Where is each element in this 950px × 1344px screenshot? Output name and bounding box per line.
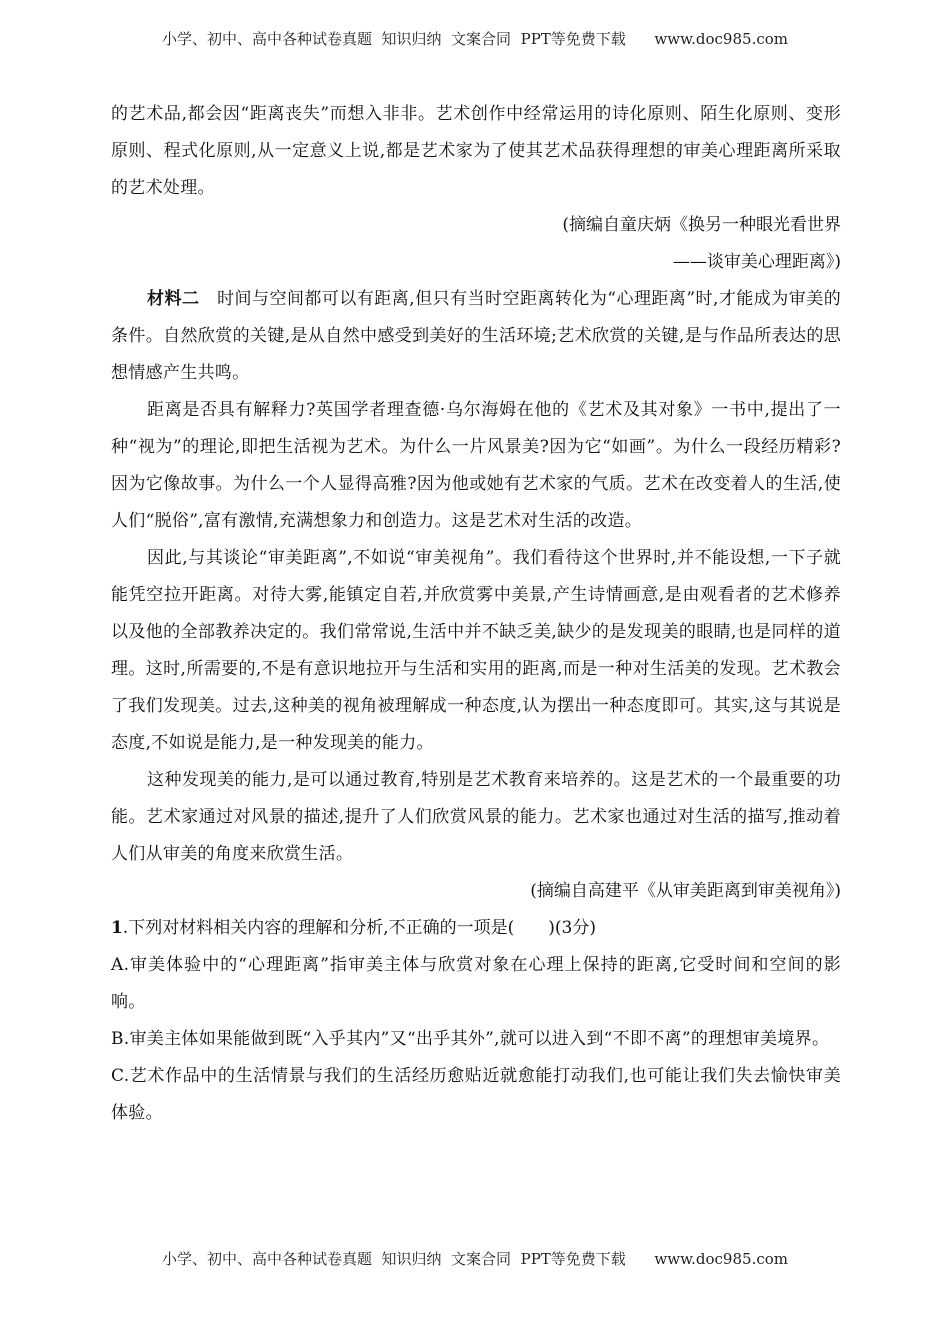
material-two-source: (摘编自高建平《从审美距离到审美视角》) [530, 881, 841, 901]
question-number: 1 [111, 918, 123, 938]
material-two-paragraph-1 [111, 281, 841, 392]
material-two-label: 材料二 [147, 289, 200, 309]
question-option-c: C.艺术作品中的生活情景与我们的生活经历愈贴近就愈能打动我们,也可能让我们失去愉快审美体验。 [111, 1066, 841, 1123]
document-body [111, 96, 841, 1132]
question-1-stem [111, 910, 841, 947]
material-two-paragraph-1-text: 时间与空间都可以有距离,但只有当时空距离转化为“心理距离”时,才能成为审美的条件。自然欣赏的关键,是从自然中感受到美好的生活环境;艺术欣赏的关键,是与作品所表达的思想情感产生共鸣。 [111, 289, 841, 383]
material-one-tail: 的艺术品,都会因“距离丧失”而想入非非。艺术创作中经常运用的诗化原则、陌生化原则、变形原则、程式化原则,从一定意义上说,都是艺术家为了使其艺术品获得理想的审美心理距离所采取的艺术处理。 [111, 104, 841, 198]
material-two-paragraph-2: 距离是否具有解释力?英国学者理查德·乌尔海姆在他的《艺术及其对象》一书中,提出了一种“视为”的理论,即把生活视为艺术。为什么一片风景美?因为它“如画”。为什么一段经历精彩?因为它像故事。为什么一个人显得高雅?因为他或她有艺术家的气质。艺术在改变着人的生活,使人们“脱俗”,富有激情,充满想象力和创造力。这是艺术对生活的改造。 [111, 400, 841, 531]
material-one-source-line2: ——谈审美心理距离》) [672, 252, 841, 272]
question-stem-text: .下列对材料相关内容的理解和分析,不正确的一项是( )(3分) [122, 918, 596, 938]
material-one-source-line1: (摘编自童庆炳《换另一种眼光看世界 [562, 215, 841, 235]
question-option-b: B.审美主体如果能做到既“入乎其内”又“出乎其外”,就可以进入到“不即不离”的理想审美境界。 [111, 1029, 830, 1049]
material-two-paragraph-3: 因此,与其谈论“审美距离”,不如说“审美视角”。我们看待这个世界时,并不能设想,一下子就能凭空拉开距离。对待大雾,能镇定自若,并欣赏雾中美景,产生诗情画意,是由观看者的艺术修养以及他的全部教养决定的。我们常常说,生活中并不缺乏美,缺少的是发现美的眼睛,也是同样的道理。这时,所需要的,不是有意识地拉开与生活和实用的距离,而是一种对生活美的发现。艺术教会了我们发现美。过去,这种美的视角被理解成一种态度,认为摆出一种态度即可。其实,这与其说是态度,不如说是能力,是一种发现美的能力。 [111, 548, 841, 753]
page-footer: 小学、初中、高中各种试卷真题 知识归纳 文案合同 PPT等免费下载 www.doc985.com [161, 1250, 788, 1268]
question-option-a: A.审美体验中的“心理距离”指审美主体与欣赏对象在心理上保持的距离,它受时间和空间的影响。 [111, 955, 841, 1012]
material-two-paragraph-4: 这种发现美的能力,是可以通过教育,特别是艺术教育来培养的。这是艺术的一个最重要的功能。艺术家通过对风景的描述,提升了人们欣赏风景的能力。艺术家也通过对生活的描写,推动着人们从审美的角度来欣赏生活。 [111, 770, 841, 864]
page-header: 小学、初中、高中各种试卷真题 知识归纳 文案合同 PPT等免费下载 www.doc985.com [161, 30, 788, 48]
